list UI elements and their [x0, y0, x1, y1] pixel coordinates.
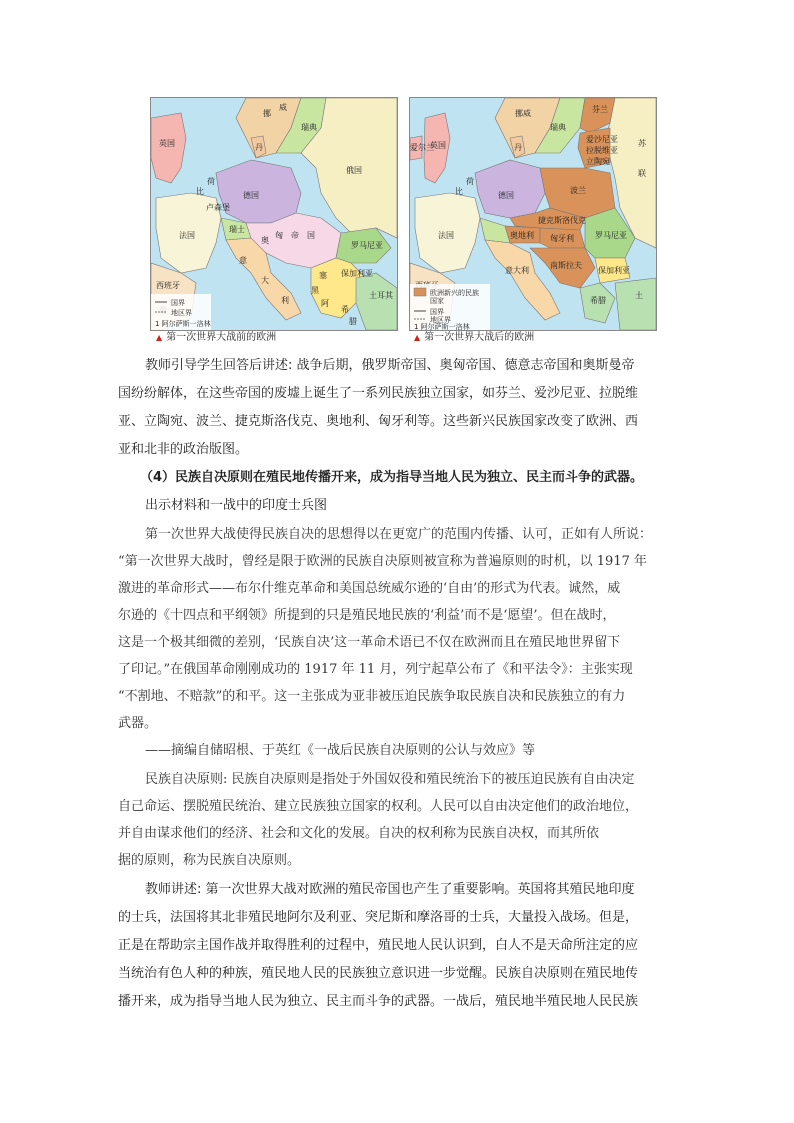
svg-text:奥: 奥: [261, 236, 269, 245]
map-europe-after-wwi: [409, 97, 657, 331]
definition-line-4: 据的原则，称为民族自决原则。: [118, 853, 301, 868]
svg-text:阿: 阿: [321, 299, 329, 308]
svg-text:大: 大: [261, 276, 269, 285]
map-after-legend: [410, 284, 490, 330]
svg-text:瑞典: 瑞典: [550, 123, 566, 132]
map-after-caption: [414, 330, 534, 346]
svg-text:塞: 塞: [319, 271, 327, 280]
map-after-caption-text: 第一次世界大战后的欧洲: [424, 332, 535, 343]
svg-text:1 阿尔萨斯一洛林: 1 阿尔萨斯一洛林: [155, 320, 211, 328]
svg-text:立陶宛: 立陶宛: [586, 157, 610, 166]
p2-line-1: 教师讲述: 第一次世界大战对欧洲的殖民帝国也产生了重要影响。英国将其殖民地印度: [145, 882, 635, 897]
svg-text:德国: 德国: [243, 191, 259, 200]
svg-text:威: 威: [279, 103, 287, 112]
quote-source: ——摘编自储昭根、于英红《一战后民族自决原则的公认与效应》等: [145, 743, 536, 758]
svg-text:俄国: 俄国: [346, 166, 362, 175]
quote-line-7: “不割地、不赔款”的和平。这一主张成为亚非被压迫民族争取民族自决和民族独立的有力: [118, 689, 626, 704]
show-material-line: 出示材料和一战中的印度士兵图: [145, 498, 328, 513]
p2-line-4: 当统治有色人种的种族，殖民地人民的民族独立意识进一步觉醒。民族自决原则在殖民地传: [118, 966, 639, 981]
svg-text:南斯拉夫: 南斯拉夫: [550, 261, 582, 270]
svg-text:拉脱维亚: 拉脱维亚: [586, 146, 618, 155]
p1-line-2: 国纷纷解体，在这些帝国的废墟上诞生了一系列民族独立国家，如芬兰、爱沙尼亚、拉脱维: [118, 386, 639, 401]
svg-text:瑞典: 瑞典: [301, 123, 317, 132]
svg-text:比: 比: [196, 187, 204, 196]
svg-text:捷克斯洛伐克: 捷克斯洛伐克: [538, 216, 586, 225]
svg-text:苏: 苏: [638, 139, 646, 148]
map-before-caption: [156, 330, 276, 346]
svg-text:希: 希: [341, 305, 349, 314]
svg-text:罗马尼亚: 罗马尼亚: [595, 231, 627, 240]
quote-line-3: 激进的革命形式——布尔什维克革命和美国总统威尔逊的‘自由’的形式为代表。诚然，威: [118, 581, 621, 596]
svg-text:挪威: 挪威: [515, 109, 531, 118]
map-after-svg: [410, 98, 656, 330]
svg-text:荷: 荷: [466, 177, 474, 186]
svg-text:英国: 英国: [159, 139, 175, 148]
p1-line-3: 亚、立陶宛、波兰、捷克斯洛伐克、奥地利、匈牙利等。这些新兴民族国家改变了欧洲、西: [118, 414, 639, 429]
svg-text:意大利: 意大利: [505, 266, 529, 275]
map-before-svg: [151, 98, 397, 330]
svg-text:波兰: 波兰: [570, 186, 586, 195]
svg-text:联: 联: [638, 169, 646, 178]
svg-text:帝: 帝: [291, 231, 299, 240]
svg-text:罗马尼亚: 罗马尼亚: [351, 241, 383, 250]
map-before-caption-text: 第一次世界大战前的欧洲: [166, 332, 277, 343]
p1-line-1: 教师引导学生回答后讲述: 战争后期，俄罗斯帝国、奥匈帝国、德意志帝国和奥斯曼帝: [145, 358, 635, 373]
p2-line-5: 播开来，成为指导当地人民为独立、民主而斗争的武器。一战后，殖民地半殖民地人民民族: [118, 994, 639, 1009]
quote-line-4: 尔逊的《十四点和平纲领》所提到的只是殖民地民族的‘利益’而不是‘愿望’。但在战时，: [118, 608, 616, 623]
quote-line-1: 第一次世界大战使得民族自决的思想得以在更宽广的范围内传播、认可，正如有人所说：: [145, 527, 653, 542]
svg-text:西班牙: 西班牙: [156, 281, 180, 290]
svg-text:国界: 国界: [171, 299, 185, 307]
definition-line-1: 民族自决原则: 民族自决原则是指处于外国奴役和殖民统治下的被压迫民族有自由决定: [145, 772, 635, 787]
svg-text:国家: 国家: [430, 297, 444, 305]
svg-text:地区界: 地区界: [430, 316, 451, 324]
svg-text:芬兰: 芬兰: [592, 105, 608, 114]
definition-line-2: 自己命运、摆脱殖民统治、建立民族独立国家的权利。人民可以自由决定他们的政治地位，: [118, 799, 639, 814]
svg-text:爱尔兰: 爱尔兰: [410, 143, 434, 152]
svg-text:意: 意: [239, 256, 247, 265]
p2-line-3: 正是在帮助宗主国作战并取得胜利的过程中，殖民地人民认识到，白人不是天命所注定的应: [118, 938, 639, 953]
svg-text:黑: 黑: [311, 286, 319, 295]
svg-text:爱沙尼亚: 爱沙尼亚: [586, 135, 618, 144]
svg-text:挪: 挪: [263, 109, 271, 118]
svg-text:丹: 丹: [514, 143, 522, 152]
svg-text:法国: 法国: [438, 231, 454, 240]
svg-text:荷: 荷: [207, 177, 215, 186]
svg-text:保加利亚: 保加利亚: [598, 266, 630, 275]
svg-text:地区界: 地区界: [171, 309, 192, 317]
svg-text:英国: 英国: [430, 141, 446, 150]
section-heading: （4）民族自决原则在殖民地传播开来，成为指导当地人民为独立、民主而斗争的武器。: [140, 470, 644, 485]
svg-text:德国: 德国: [498, 191, 514, 200]
svg-text:卢森堡: 卢森堡: [206, 203, 230, 212]
svg-text:土耳其: 土耳其: [369, 291, 393, 300]
svg-text:比: 比: [455, 187, 463, 196]
svg-text:国界: 国界: [430, 308, 444, 316]
svg-text:奥地利: 奥地利: [510, 231, 534, 240]
map-europe-before-wwi: [150, 97, 398, 331]
svg-text:1 阿尔萨斯一洛林: 1 阿尔萨斯一洛林: [414, 323, 470, 330]
map-before-legend: [151, 294, 211, 330]
svg-text:腊: 腊: [349, 317, 357, 326]
svg-text:利: 利: [281, 296, 289, 305]
svg-text:瑞士: 瑞士: [229, 225, 245, 234]
svg-text:匈牙利: 匈牙利: [550, 234, 574, 243]
p1-line-4: 亚和北非的政治版图。: [118, 442, 249, 457]
svg-text:欧洲新兴的民族: 欧洲新兴的民族: [430, 289, 479, 297]
quote-line-8: 武器。: [118, 716, 158, 731]
quote-line-6: 了印记。”在俄国革命刚刚成功的 1917 年 11 月，列宁起草公布了《和平法令》：主张实现: [118, 662, 633, 677]
svg-text:希腊: 希腊: [590, 296, 606, 305]
p2-line-2: 的士兵，法国将其北非殖民地阿尔及利亚、突尼斯和摩洛哥的士兵，大量投入战场。但是，: [118, 910, 639, 925]
quote-line-5: 这是一个极其细微的差别，‘民族自决’这一革命术语已不仅在欧洲而且在殖民地世界留下: [118, 635, 621, 650]
triangle-icon: ▲: [414, 333, 421, 342]
svg-text:土: 土: [635, 291, 643, 300]
svg-text:丹: 丹: [255, 143, 263, 152]
svg-text:国: 国: [307, 231, 315, 240]
triangle-icon: ▲: [156, 333, 163, 342]
svg-text:法国: 法国: [179, 231, 195, 240]
svg-text:保加利亚: 保加利亚: [341, 269, 373, 278]
svg-text:匈: 匈: [275, 231, 283, 240]
quote-line-2: “第一次世界大战时，曾经是限于欧洲的民族自决原则被宣称为普遍原则的时机，以 1917 年: [118, 554, 647, 569]
definition-line-3: 并自由谋求他们的经济、社会和文化的发展。自决的权利称为民族自决权，而其所依: [118, 826, 600, 841]
